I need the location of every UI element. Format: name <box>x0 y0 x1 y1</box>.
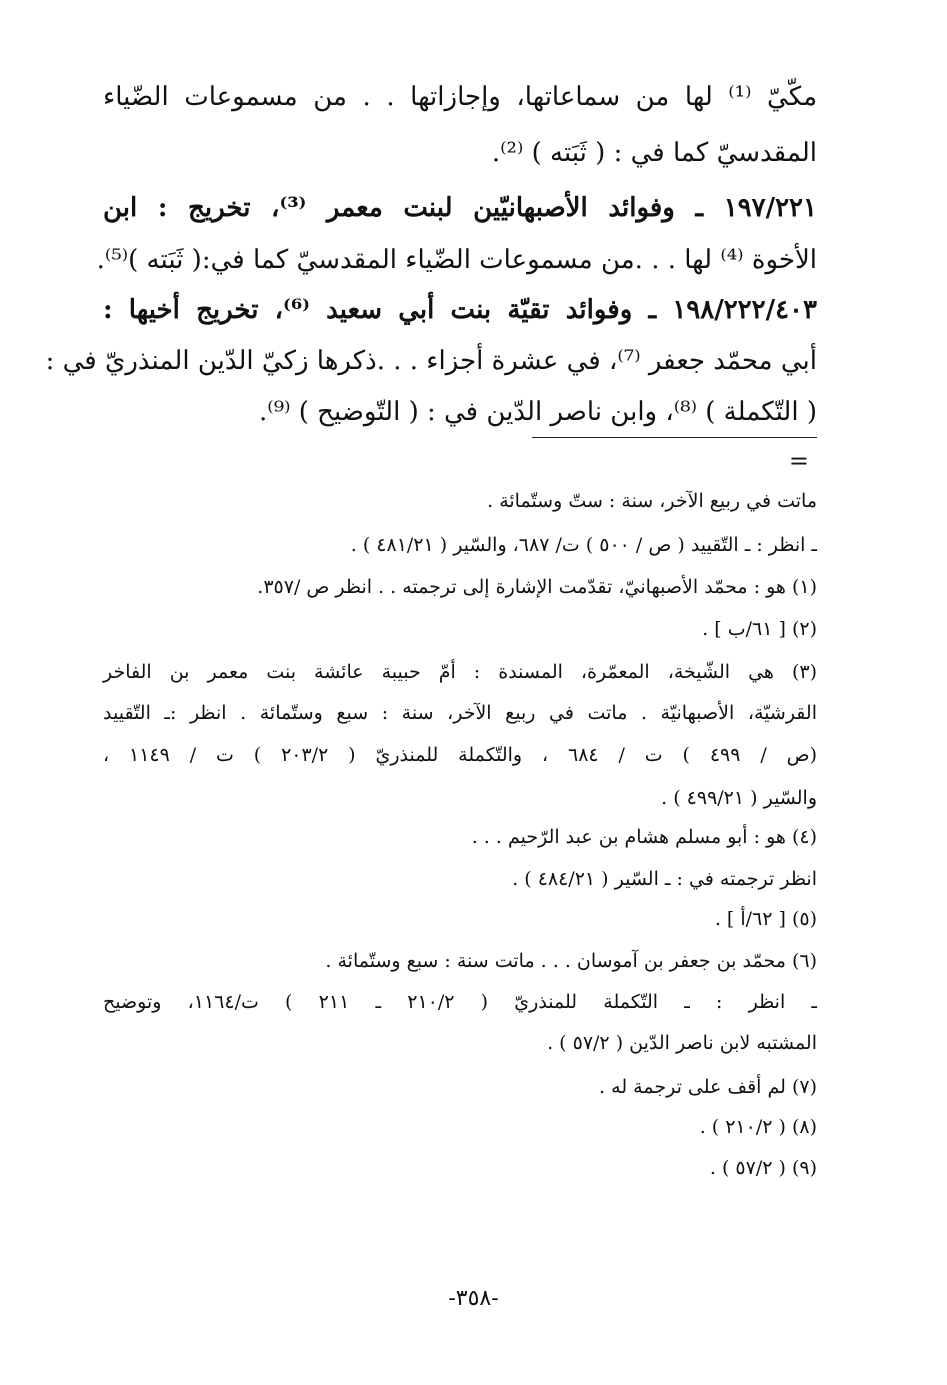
continuation-mark: = <box>788 447 809 475</box>
main-line-7: ( التّكملة ) ⁽⁸⁾، وابن ناصر الدّين في : ( التّوضيح ) ⁽⁹⁾. <box>259 397 817 427</box>
footnote-line-16: (٨) ( ٢١٠/٢ ) . <box>699 1116 817 1138</box>
main-line-1: مكّيّ ⁽¹⁾ لها من سماعاتها، وإجازاتها . . من مسموعات الضّياء <box>103 82 817 112</box>
footnote-line-11: (٥) [ ٦٢/أ ] . <box>714 908 817 930</box>
footnote-line-9: (٤) هو : أبو مسلم هشام بن عبد الرّحيم . . . <box>471 826 817 848</box>
footnote-line-14: المشتبه لابن ناصر الدّين ( ٥٧/٢ ) . <box>547 1032 817 1054</box>
footnote-line-12: (٦) محمّد بن جعفر بن آموسان . . . ماتت سنة : سبع وستّمائة . <box>325 950 817 972</box>
main-line-6: أبي محمّد جعفر ⁽⁷⁾، في عشرة أجزاء . . .ذكرها زكيّ الدّين المنذريّ في : <box>45 346 817 376</box>
footnote-line-17: (٩) ( ٥٧/٢ ) . <box>709 1157 817 1179</box>
footnote-line-1: ماتت في ربيع الآخر، سنة : ستّ وستّمائة . <box>487 490 817 512</box>
footnote-line-15: (٧) لم أقف على ترجمة له . <box>599 1076 817 1098</box>
main-line-4: الأخوة ⁽⁴⁾ لها . . .من مسموعات الضّياء المقدسيّ كما في:( ثَبَته )⁽⁵⁾. <box>96 245 817 275</box>
main-line-5: ١٩٨/٢٢٢/٤٠٣ ـ وفوائد تقيّة بنت أبي سعيد ⁽⁶⁾، تخريج أخيها : <box>103 295 817 325</box>
footnote-line-3: (١) هو : محمّد الأصبهانيّ، تقدّمت الإشارة إلى ترجمته . . انظر ص /٣٥٧. <box>257 576 817 598</box>
footnote-separator <box>532 437 817 438</box>
footnote-line-6: القرشيّة، الأصبهانيّة . ماتت في ربيع الآخر، سنة : سبع وستّمائة . انظر :ـ التّقييد <box>103 702 817 724</box>
main-line-2: المقدسيّ كما في : ( ثَبَته ) ⁽²⁾. <box>491 138 817 168</box>
footnote-line-7: (ص / ٤٩٩ ) ت / ٦٨٤ ، والتّكملة للمنذريّ ( ٢٠٣/٢ ) ت / ١١٤٩ ، <box>103 744 817 766</box>
footnote-line-4: (٢) [ ٦١/ب ] . <box>702 618 817 640</box>
footnote-line-8: والسّير ( ٤٩٩/٢١ ) . <box>661 787 817 809</box>
page-number: -٣٥٨- <box>448 1286 499 1311</box>
footnote-line-13: ـ انظر : ـ التّكملة للمنذريّ ( ٢١٠/٢ ـ ٢١١ ) ت/١١٦٤، وتوضيح <box>103 991 817 1013</box>
footnote-line-10: انظر ترجمته في : ـ السّير ( ٤٨٤/٢١ ) . <box>512 868 817 890</box>
footnote-line-5: (٣) هي الشّيخة، المعمّرة، المسندة : أمّ حبيبة عائشة بنت معمر بن الفاخر <box>103 661 817 683</box>
footnote-line-2: ـ انظر : ـ التّقييد ( ص / ٥٠٠ ) ت/ ٦٨٧، والسّير ( ٤٨١/٢١ ) . <box>350 534 817 556</box>
main-line-3: ١٩٧/٢٢١ ـ وفوائد الأصبهانيّين لبنت معمر ⁽³⁾، تخريج : ابن <box>103 193 817 223</box>
